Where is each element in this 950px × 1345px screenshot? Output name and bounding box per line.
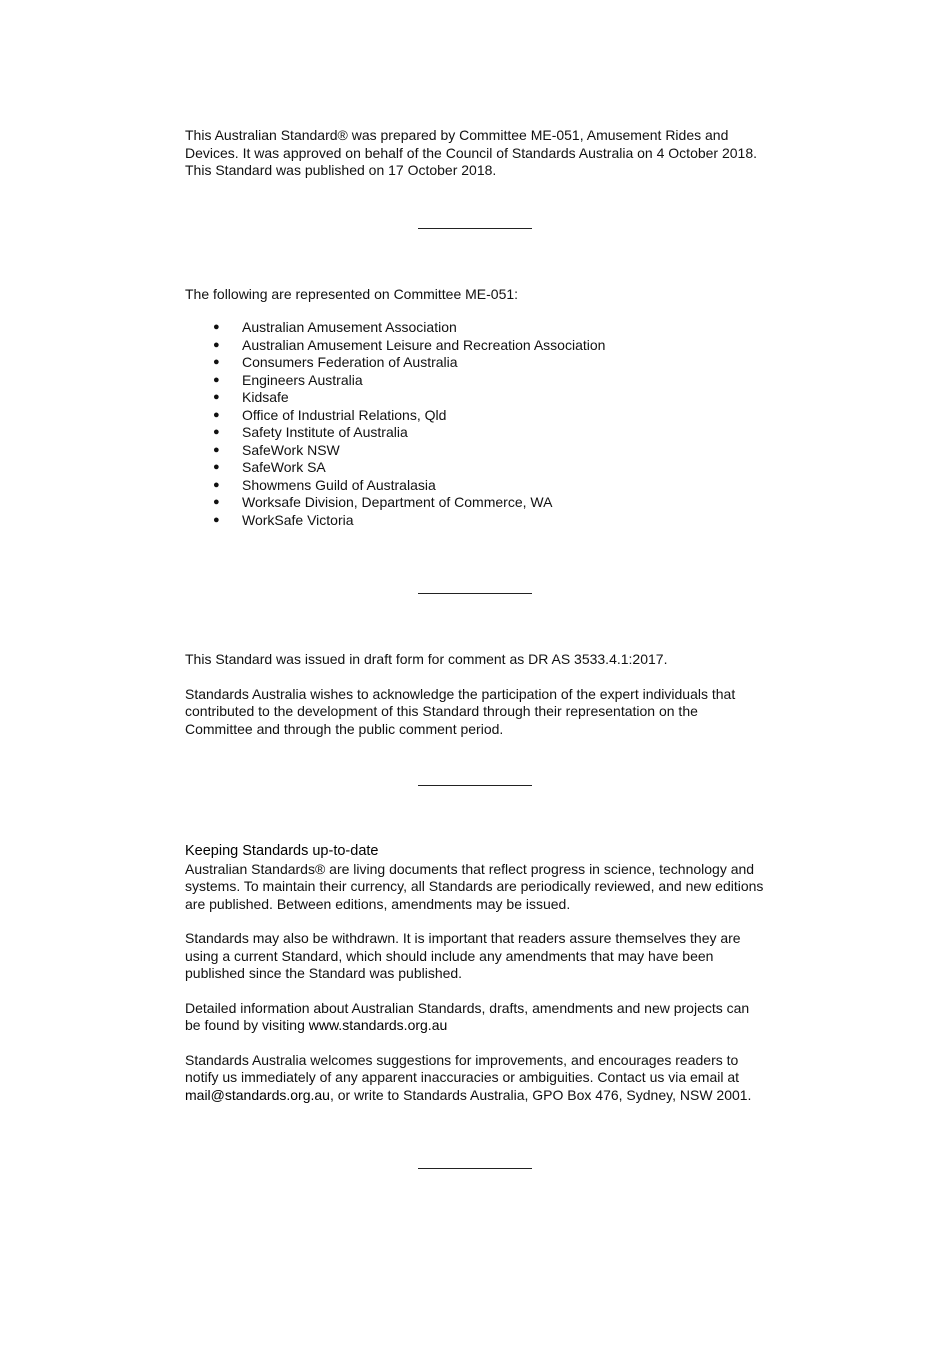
- bullet-icon: ●: [213, 426, 220, 438]
- document-page: [185, 127, 775, 1169]
- committee-member: ● Engineers Australia: [213, 371, 363, 388]
- bullet-icon: ●: [213, 391, 220, 403]
- section-divider: [418, 593, 532, 594]
- bullet-icon: ●: [213, 338, 220, 351]
- section-divider: [418, 785, 532, 786]
- section-divider: [418, 228, 532, 229]
- committee-member: ● Consumers Federation of Australia: [213, 354, 458, 370]
- living-documents-paragraph: Australian Standards® are living documents that reflect progress in science, technology and systems. To maintain their currency, all Standards are periodically reviewed, and new editions are published. Between editions, amendments may be issued.: [185, 860, 764, 912]
- committee-member: ● Kidsafe: [213, 389, 289, 405]
- prepared-line: Devices. It was approved on behalf of the Council of Standards Australia on 4 October 2018.: [185, 144, 758, 161]
- bullet-icon: ●: [213, 321, 220, 333]
- committee-member: ● SafeWork SA: [213, 459, 326, 475]
- acknowledgement-line: Standards Australia wishes to acknowledge the participation of the expert individuals that: [185, 685, 736, 702]
- preparation-paragraph: [185, 127, 775, 180]
- committee-member: ● Safety Institute of Australia: [213, 424, 408, 440]
- email-link[interactable]: mail@standards.org.au: [185, 1086, 330, 1103]
- bullet-icon: ●: [213, 373, 220, 386]
- bullet-icon: ●: [213, 408, 220, 421]
- bullet-icon: ●: [213, 443, 220, 456]
- acknowledgement-line: contributed to the development of this Standard through their representation on the: [185, 703, 698, 719]
- committee-member: ● Australian Amusement Leisure and Recreation Association: [213, 336, 606, 353]
- section-heading: Keeping Standards up-to-date: [185, 843, 379, 859]
- committee-member: ● SafeWork NSW: [213, 441, 340, 458]
- prepared-line: This Standard was published on 17 October 2018.: [185, 162, 497, 178]
- committee-member: ● Worksafe Division, Department of Commerce, WA: [213, 494, 553, 510]
- bullet-icon: ●: [213, 478, 220, 491]
- contact-paragraph: Standards Australia welcomes suggestions for improvements, and encourages readers to notify us immediately of any apparent inaccuracies or ambiguities. Contact us via email at mail@standards.org.au, or write to Standards Australia, GPO Box 476, Sydney, NSW 2001.: [185, 1051, 752, 1103]
- draft-notice: This Standard was issued in draft form for comment as DR AS 3533.4.1:2017.: [185, 651, 668, 667]
- committee-member: ● WorkSafe Victoria: [213, 511, 354, 528]
- bullet-icon: ●: [213, 496, 220, 508]
- committee-intro: The following are represented on Committee ME-051:: [185, 285, 519, 302]
- committee-member: ● Australian Amusement Association: [213, 319, 457, 335]
- bullet-icon: ●: [213, 356, 220, 368]
- section-divider: [418, 1168, 532, 1169]
- prepared-line: This Australian Standard® was prepared by Committee ME-051, Amusement Rides and: [185, 127, 729, 143]
- website-paragraph: Detailed information about Australian Standards, drafts, amendments and new projects can be found by visiting www.standards.org.au: [185, 999, 750, 1033]
- bullet-icon: ●: [213, 513, 220, 526]
- acknowledgement-paragraph: [185, 686, 775, 739]
- committee-member: ● Showmens Guild of Australasia: [213, 476, 436, 493]
- website-link[interactable]: www.standards.org.au: [308, 1017, 448, 1033]
- withdrawn-paragraph: Standards may also be withdrawn. It is important that readers assure themselves they are using a current Standard, which should include any amendments that may have been published since the Standard was published.: [185, 930, 741, 981]
- bullet-icon: ●: [213, 461, 220, 473]
- committee-member: ● Office of Industrial Relations, Qld: [213, 406, 447, 423]
- acknowledgement-line: Committee and through the public comment period.: [185, 720, 504, 737]
- committee-member-list: [185, 319, 775, 529]
